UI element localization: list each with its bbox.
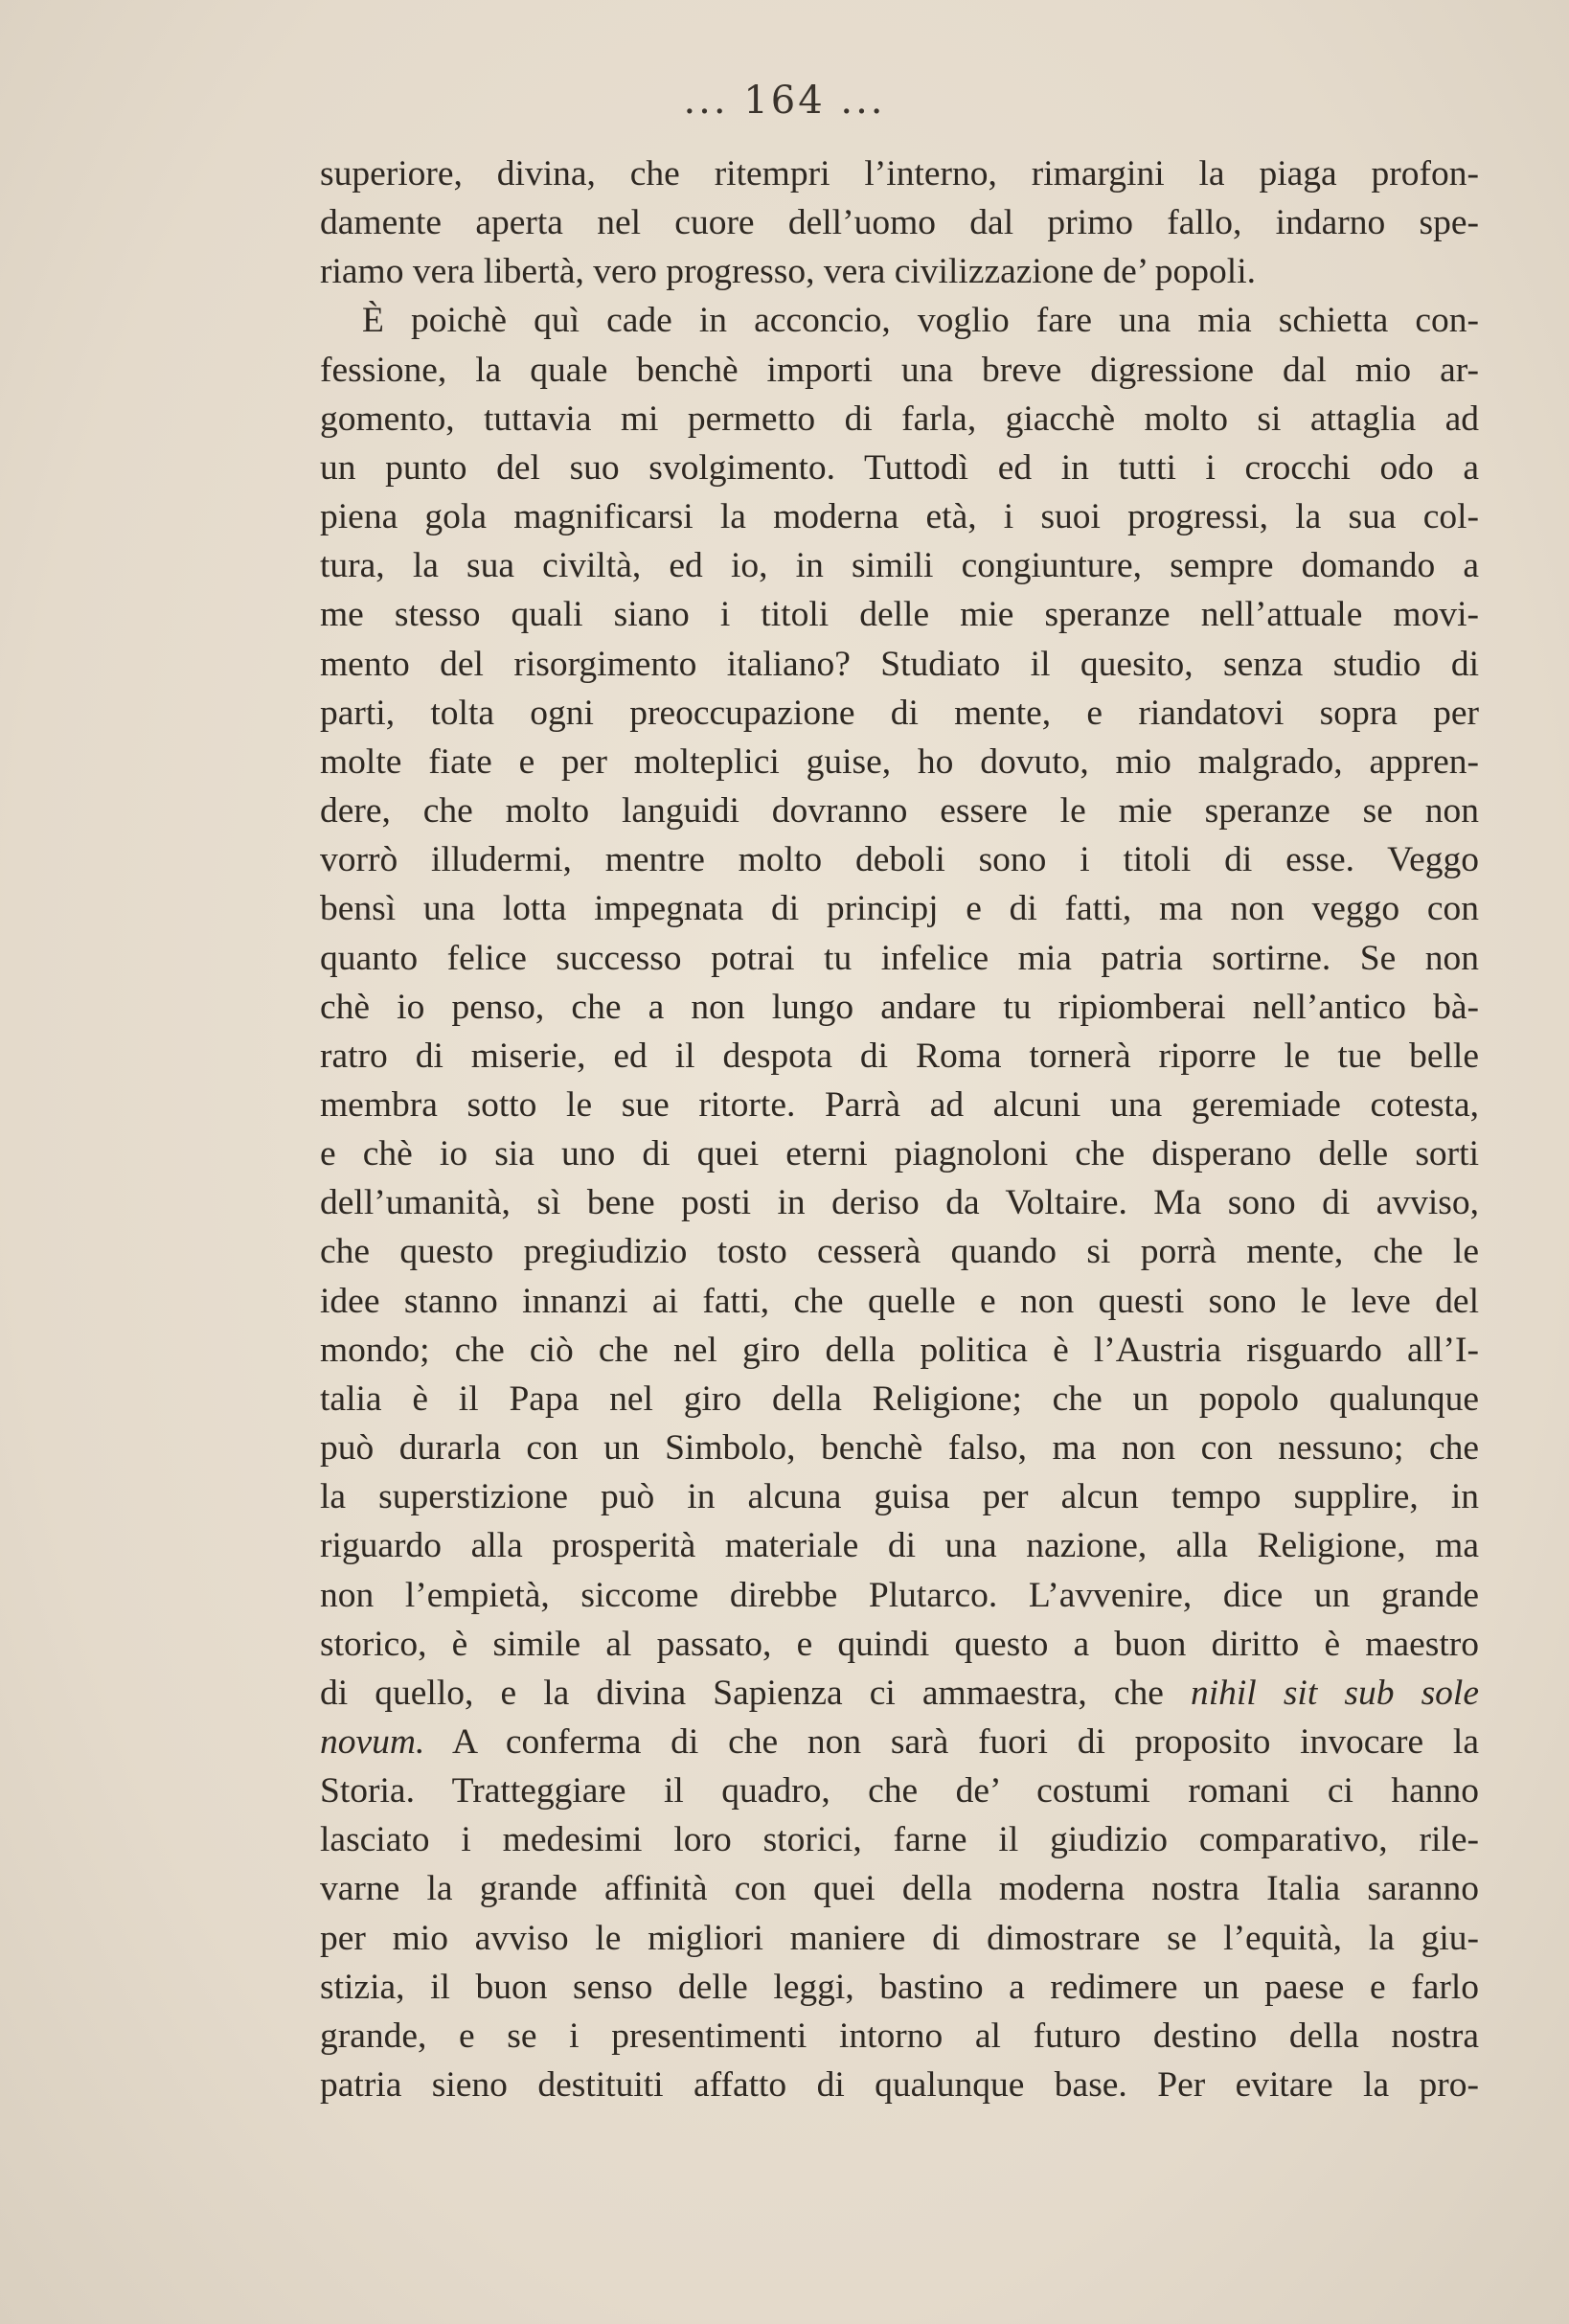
text-line: dell’umanità, sì bene posti in deriso da Voltaire. Ma sono di avviso, bbox=[320, 1183, 1479, 1223]
text-segment: A conferma di che non sarà fuori di proposito invocare la bbox=[424, 1722, 1479, 1762]
latin-phrase: novum. bbox=[320, 1722, 425, 1762]
text-line: molte fiate e per molteplici guise, ho dovuto, mio malgrado, appren- bbox=[320, 741, 1479, 782]
text-line: chè io penso, che a non lungo andare tu ripiomberai nell’antico bà- bbox=[320, 987, 1479, 1027]
text-line: riguardo alla prosperità materiale di una nazione, alla Religione, ma bbox=[320, 1526, 1479, 1566]
text-line: che questo pregiudizio tosto cesserà quando si porrà mente, che le bbox=[320, 1232, 1479, 1272]
text-line: e chè io sia uno di quei eterni piagnoloni che disperano delle sorti bbox=[320, 1134, 1479, 1174]
text-line: parti, tolta ogni preoccupazione di mente, e riandatovi sopra per bbox=[320, 693, 1479, 733]
text-line: lasciato i medesimi loro storici, farne il giudizio comparativo, rile- bbox=[320, 1820, 1479, 1860]
text-line: tura, la sua civiltà, ed io, in simili congiunture, sempre domando a bbox=[320, 546, 1479, 586]
text-line bbox=[320, 1718, 1479, 1766]
text-line: fessione, la quale benchè importi una breve digressione dal mio ar- bbox=[320, 350, 1479, 390]
text-line: patria sieno destituiti affatto di qualunque base. Per evitare la pro- bbox=[320, 2065, 1479, 2106]
text-line: piena gola magnificarsi la moderna età, i suoi progressi, la sua col- bbox=[320, 497, 1479, 537]
text-line: talia è il Papa nel giro della Religione; che un popolo qualunque bbox=[320, 1378, 1479, 1419]
text-line: gomento, tuttavia mi permetto di farla, giacchè molto si attaglia ad bbox=[320, 399, 1479, 439]
text-line: riamo vera libertà, vero progresso, vera civilizzazione de’ popoli. bbox=[320, 252, 1257, 292]
text-line: mento del risorgimento italiano? Studiato il quesito, senza studio di bbox=[320, 644, 1479, 684]
text-line: idee stanno innanzi ai fatti, che quelle e non questi sono le leve del bbox=[320, 1281, 1479, 1321]
text-line: damente aperta nel cuore dell’uomo dal primo fallo, indarno spe- bbox=[320, 203, 1479, 243]
text-line: un punto del suo svolgimento. Tuttodì ed in tutti i crocchi odo a bbox=[320, 447, 1479, 488]
page-number: ... 164 ... bbox=[683, 79, 886, 123]
text-line: grande, e se i presentimenti intorno al futuro destino della nostra bbox=[320, 2016, 1479, 2056]
text-line: può durarla con un Simbolo, benchè falso, ma non con nessuno; che bbox=[320, 1428, 1479, 1469]
text-line: membra sotto le sue ritorte. Parrà ad alcuni una geremiade cotesta, bbox=[320, 1084, 1479, 1125]
text-line: non l’empietà, siccome direbbe Plutarco. L’avvenire, dice un grande bbox=[320, 1575, 1479, 1615]
text-line: ratro di miserie, ed il despota di Roma tornerà riporre le tue belle bbox=[320, 1036, 1479, 1076]
text-line: È poichè quì cade in acconcio, voglio fare una mia schietta con- bbox=[362, 301, 1479, 341]
text-line: stizia, il buon senso delle leggi, bastino a redimere un paese e farlo bbox=[320, 1967, 1479, 2007]
text-line: bensì una lotta impegnata di principj e di fatti, ma non veggo con bbox=[320, 889, 1479, 929]
text-line: me stesso quali siano i titoli delle mie speranze nell’attuale movi- bbox=[320, 595, 1479, 635]
text-line: vorrò illudermi, mentre molto deboli sono i titoli di esse. Veggo bbox=[320, 840, 1479, 880]
text-line: superiore, divina, che ritempri l’interno, rimargini la piaga profon- bbox=[320, 154, 1479, 194]
text-line: quanto felice successo potrai tu infelice mia patria sortirne. Se non bbox=[320, 938, 1479, 978]
text-line: storico, è simile al passato, e quindi questo a buon diritto è maestro bbox=[320, 1624, 1479, 1664]
text-line: la superstizione può in alcuna guisa per alcun tempo supplire, in bbox=[320, 1477, 1479, 1517]
body-text bbox=[320, 149, 1479, 2109]
text-line: mondo; che ciò che nel giro della politica è l’Austria risguardo all’I- bbox=[320, 1330, 1479, 1370]
text-line: dere, che molto languidi dovranno essere le mie speranze se non bbox=[320, 791, 1479, 832]
text-line bbox=[320, 1669, 1479, 1718]
text-segment: di quello, e la divina Sapienza ci ammaestra, che bbox=[320, 1673, 1191, 1713]
latin-phrase: nihil sit sub sole bbox=[1190, 1673, 1479, 1713]
text-line: varne la grande affinità con quei della moderna nostra Italia saranno bbox=[320, 1869, 1479, 1909]
text-line: per mio avviso le migliori maniere di dimostrare se l’equità, la giu- bbox=[320, 1918, 1479, 1958]
text-line: Storia. Tratteggiare il quadro, che de’ costumi romani ci hanno bbox=[320, 1771, 1479, 1811]
